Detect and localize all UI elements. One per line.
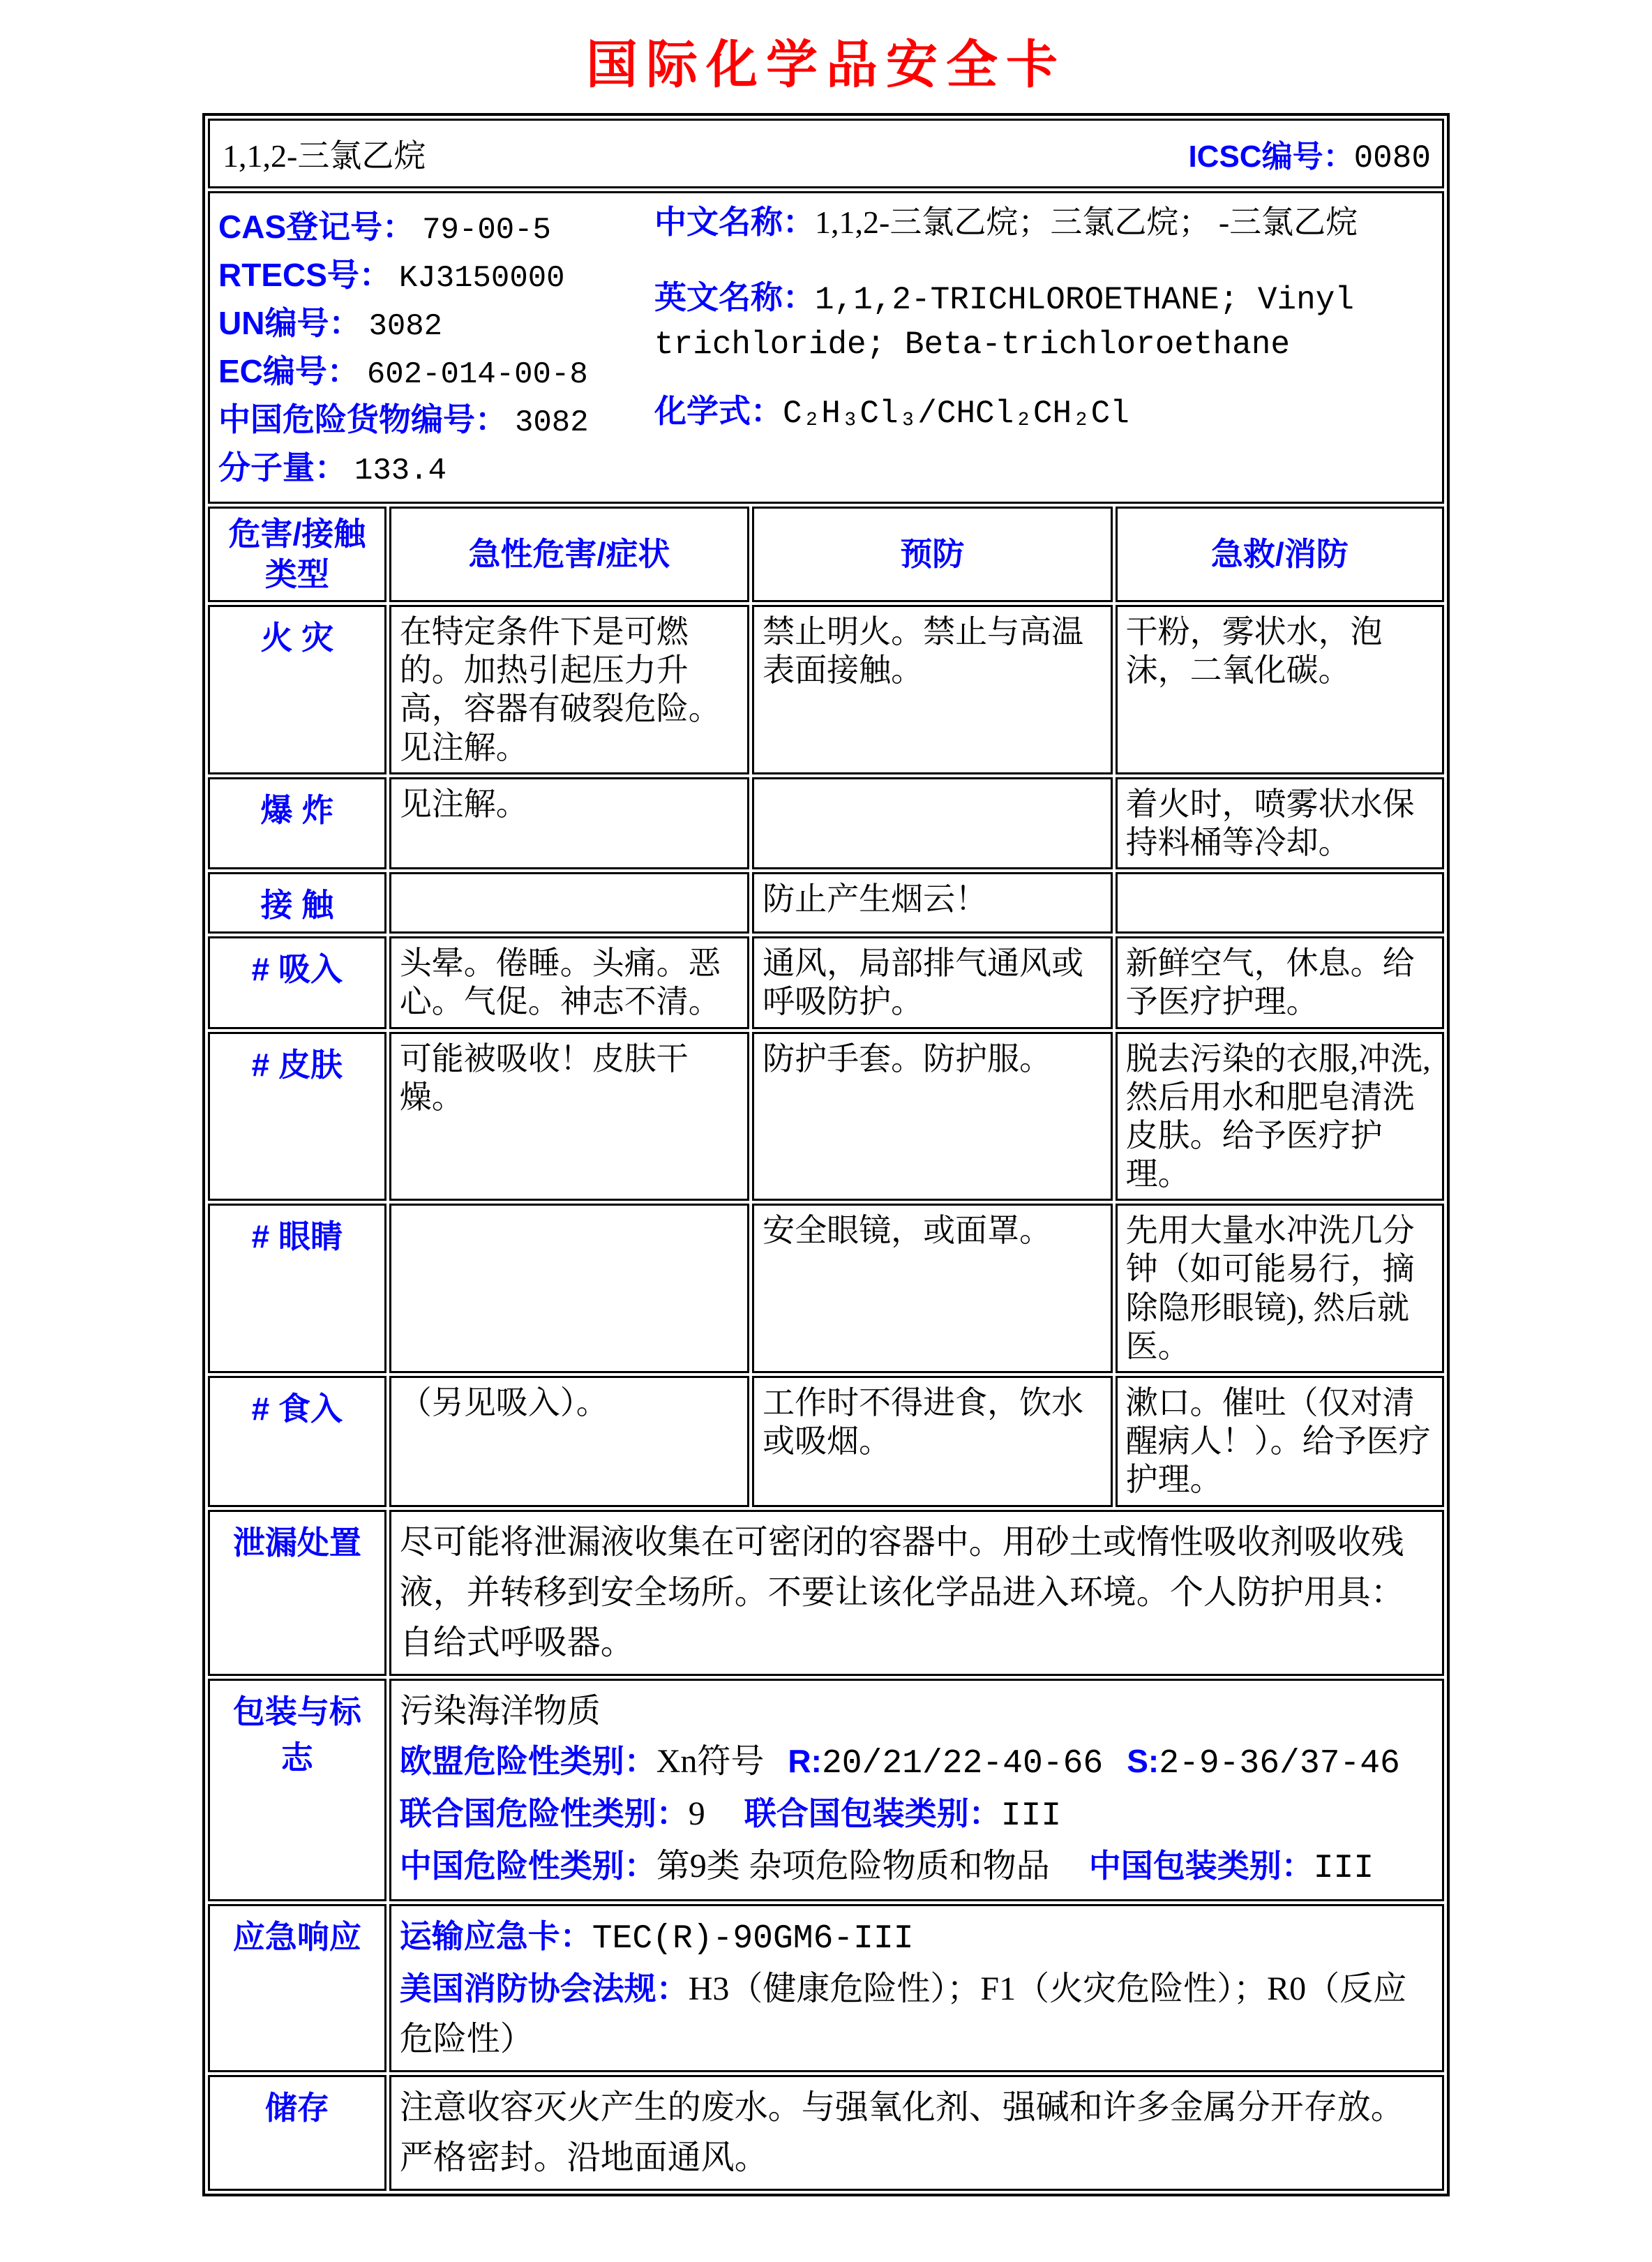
explosion-symptoms: 见注解。 [389, 777, 749, 869]
explosion-prevention [752, 777, 1112, 869]
eyes-prevention: 安全眼镜，或面罩。 [752, 1204, 1112, 1373]
china-dangerous-goods-number: 中国危险货物编号： 3082 [218, 401, 589, 440]
fire-label: 火 灾 [208, 605, 386, 774]
contact-label: 接 触 [208, 872, 386, 934]
skin-prevention: 防护手套。防护服。 [752, 1032, 1112, 1201]
eyes-firstaid: 先用大量水冲洗几分钟（如可能易行，摘除隐形眼镜), 然后就医。 [1116, 1204, 1444, 1373]
registry-numbers [218, 199, 654, 496]
un-number: UN编号： 3082 [218, 305, 443, 344]
header-first-aid: 急救/消防 [1116, 507, 1444, 602]
nfpa-code-line: 美国消防协会法规：H3（健康危险性）；F1（火灾危险性）；R0（反应危险性） [399, 1970, 1407, 2058]
fire-firstaid: 干粉，雾状水，泡沫，二氧化碳。 [1116, 605, 1444, 774]
fire-prevention: 禁止明火。禁止与高温表面接触。 [752, 605, 1112, 774]
molecular-weight: 分子量： 133.4 [218, 449, 447, 488]
ingestion-firstaid: 漱口。催吐（仅对清醒病人！）。给予医疗护理。 [1116, 1376, 1444, 1507]
icsc-number [1188, 131, 1434, 177]
ingestion-label: # 食入 [208, 1376, 386, 1507]
contact-firstaid [1116, 872, 1444, 934]
emergency-label: 应急响应 [208, 1904, 386, 2072]
inhalation-label: # 吸入 [208, 936, 386, 1028]
inhalation-prevention: 通风，局部排气通风或呼吸防护。 [752, 936, 1112, 1028]
hazard-row-eyes [208, 1204, 1444, 1373]
explosion-label: 爆 炸 [208, 777, 386, 869]
page-title: 国际化学品安全卡 [586, 37, 1066, 94]
un-classification-line: 联合国危险性类别：9 联合国包装类别：III [399, 1795, 1062, 1835]
fire-symptoms: 在特定条件下是可燃的。加热引起压力升高，容器有破裂危险。见注解。 [389, 605, 749, 774]
icsc-number-label: ICSC编号： [1188, 139, 1354, 174]
section-row-emergency [208, 1904, 1444, 2072]
identifiers-section [218, 199, 1434, 496]
ec-number: EC编号： 602-014-00-8 [218, 353, 588, 392]
section-row-spill [208, 1510, 1444, 1676]
icsc-number-value: 0080 [1353, 140, 1431, 177]
section-row-packaging [208, 1679, 1444, 1901]
spill-text: 尽可能将泄漏液收集在可密闭的容器中。用砂土或惰性吸收剂吸收残液，并转移到安全场所。不要让该化学品进入环境。个人防护用具：自给式呼吸器。 [389, 1510, 1444, 1676]
icsc-document-page [0, 24, 1652, 2262]
chinese-name: 中文名称：1,1,2-三氯乙烷；三氯乙烷； -三氯乙烷 [654, 204, 1358, 240]
hazard-row-inhalation [208, 936, 1444, 1028]
packaging-content [389, 1679, 1444, 1901]
substance-name: 1,1,2-三氯乙烷 [223, 138, 426, 174]
china-classification-line: 中国危险性类别：第9类 杂项危险物质和物品 中国包装类别：III [399, 1847, 1374, 1887]
eyes-symptoms [389, 1204, 749, 1373]
hazard-table-header-row [208, 507, 1444, 602]
chemical-names [654, 199, 1434, 496]
header-hazard-type: 危害/接触 类型 [208, 507, 386, 602]
identifiers-row [208, 191, 1444, 504]
contact-prevention: 防止产生烟云！ [752, 872, 1112, 934]
icsc-card-table [202, 113, 1450, 2196]
header-prevention: 预防 [752, 507, 1112, 602]
hazard-row-skin [208, 1032, 1444, 1201]
storage-text: 注意收容灭火产生的废水。与强氧化剂、强碱和许多金属分开存放。严格密封。沿地面通风。 [389, 2075, 1444, 2191]
section-row-storage [208, 2075, 1444, 2191]
contact-symptoms [389, 872, 749, 934]
explosion-firstaid: 着火时，喷雾状水保持料桶等冷却。 [1116, 777, 1444, 869]
english-name: 英文名称：1,1,2-TRICHLOROETHANE; Vinyl trichloride; Beta-trichloroethane [654, 278, 1354, 363]
eyes-label: # 眼睛 [208, 1204, 386, 1373]
hazard-row-ingestion [208, 1376, 1444, 1507]
header-acute-hazards: 急性危害/症状 [389, 507, 749, 602]
spill-label: 泄漏处置 [208, 1510, 386, 1676]
skin-symptoms: 可能被吸收！皮肤干燥。 [389, 1032, 749, 1201]
hazard-row-explosion [208, 777, 1444, 869]
hazard-row-contact [208, 872, 1444, 934]
hazard-row-fire [208, 605, 1444, 774]
inhalation-firstaid: 新鲜空气，休息。给予医疗护理。 [1116, 936, 1444, 1028]
rtecs-number: RTECS号： KJ3150000 [218, 257, 565, 296]
cas-number: CAS登记号： 79-00-5 [218, 209, 551, 248]
eu-classification-line: 欧盟危险性类别：Xn符号 R:20/21/22-40-66 S:2-9-36/37-46 [399, 1742, 1400, 1783]
substance-header [218, 126, 1434, 181]
skin-firstaid: 脱去污染的衣服,冲洗,然后用水和肥皂清洗皮肤。给予医疗护理。 [1116, 1032, 1444, 1201]
substance-header-row [208, 119, 1444, 188]
inhalation-symptoms: 头晕。倦睡。头痛。恶心。气促。神志不清。 [389, 936, 749, 1028]
emergency-content [389, 1904, 1444, 2072]
transport-emergency-card-line: 运输应急卡：TEC(R)-90GM6-III [399, 1917, 914, 1958]
skin-label: # 皮肤 [208, 1032, 386, 1201]
packaging-label: 包装与标志 [208, 1679, 386, 1901]
marine-pollutant-note: 污染海洋物质 [399, 1692, 601, 1730]
storage-label: 储存 [208, 2075, 386, 2191]
chemical-formula: 化学式：C₂H₃Cl₃/CHCl₂CH₂Cl [654, 393, 1129, 433]
ingestion-symptoms: （另见吸入）。 [389, 1376, 749, 1507]
ingestion-prevention: 工作时不得进食，饮水或吸烟。 [752, 1376, 1112, 1507]
